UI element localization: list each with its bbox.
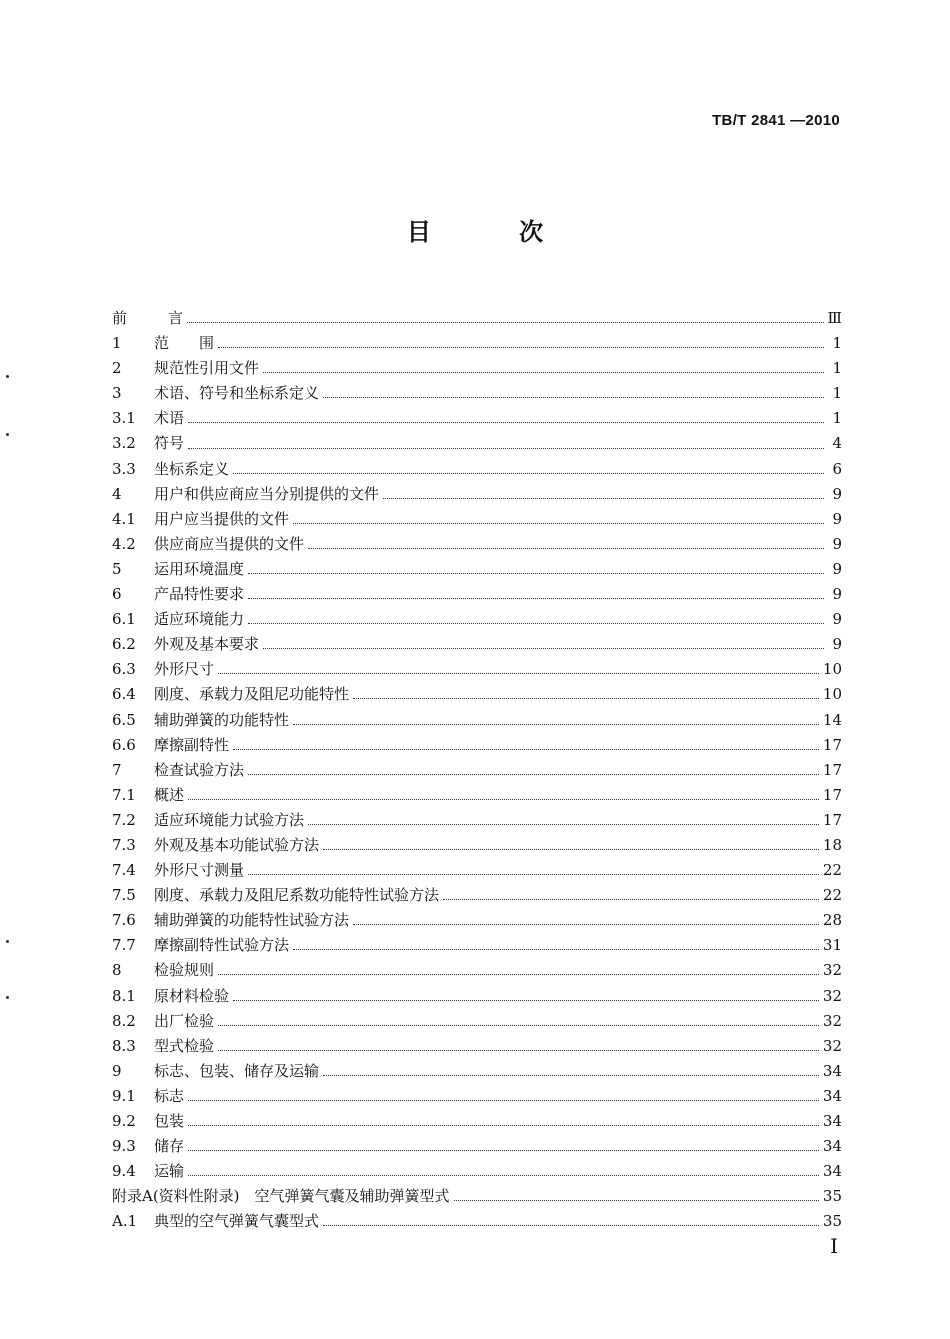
toc-entry-page: 17: [822, 760, 842, 779]
toc-entry-label: 用户和供应商应当分别提供的文件: [154, 484, 380, 503]
toc-entry[interactable]: [112, 1109, 842, 1134]
toc-entry-label: 辅助弹簧的功能特性试验方法: [154, 911, 350, 930]
scan-mark: [6, 433, 9, 436]
toc-entry-page: 9: [832, 635, 842, 654]
toc-entry-label: 运用环境温度: [154, 559, 245, 578]
toc-entry-number: 6.5: [112, 710, 136, 729]
toc-entry-label: 标志: [154, 1086, 185, 1105]
toc-leader-dots: [248, 774, 819, 775]
toc-entry-number: 3: [112, 384, 122, 403]
toc-entry[interactable]: [112, 708, 842, 733]
toc-entry[interactable]: [112, 858, 842, 883]
toc-entry[interactable]: [112, 632, 842, 657]
toc-entry-page: 32: [822, 961, 842, 980]
toc-entry-page: 34: [822, 1112, 842, 1130]
toc-entry-label: 符号: [154, 434, 185, 453]
toc-entry-page: 4: [832, 434, 842, 453]
toc-leader-dots: [188, 1175, 819, 1176]
toc-entry-page: 9: [832, 509, 842, 528]
toc-entry-number: 6.4: [112, 685, 136, 704]
toc-leader-dots: [443, 899, 819, 900]
toc-entry-page: 34: [822, 1061, 842, 1080]
toc-entry-page: 35: [822, 1212, 842, 1231]
toc-entry-label: 言: [168, 309, 184, 327]
toc-entry-number: 8.3: [112, 1036, 136, 1055]
toc-leader-dots: [263, 372, 824, 373]
toc-leader-dots: [233, 749, 819, 750]
toc-leader-dots: [218, 1025, 819, 1026]
toc-entry-label: 运输: [154, 1162, 185, 1181]
toc-entry-page: 14: [822, 710, 842, 729]
toc-leader-dots: [308, 548, 824, 549]
toc-leader-dots: [293, 523, 824, 524]
toc-entry-number: 6.1: [112, 610, 136, 629]
toc-entry-label: 供应商应当提供的文件: [154, 534, 305, 553]
toc-entry-page: 1: [832, 359, 842, 378]
toc-entry-label: 型式检验: [154, 1036, 215, 1055]
toc-entry[interactable]: [112, 758, 842, 783]
toc-leader-dots: [188, 1100, 819, 1101]
toc-entry-number: 1: [112, 334, 122, 353]
page-title: 目 次: [406, 217, 584, 246]
toc-entry-page: 32: [822, 1036, 842, 1055]
toc-leader-dots: [454, 1200, 819, 1201]
toc-entry-label: 摩擦副特性试验方法: [154, 936, 290, 955]
toc-leader-dots: [293, 724, 819, 725]
toc-entry[interactable]: [112, 1059, 842, 1084]
toc-leader-dots: [248, 874, 819, 875]
toc-entry[interactable]: [112, 933, 842, 958]
toc-entry-number: 9: [112, 1061, 122, 1080]
toc-entry-page: 9: [832, 559, 842, 578]
toc-entry-page: 9: [832, 610, 842, 629]
toc-entry-number: 4.1: [112, 509, 136, 528]
toc-entry-label: 出厂检验: [154, 1011, 215, 1030]
toc-entry-label: 概述: [154, 785, 185, 804]
toc-leader-dots: [293, 949, 819, 950]
toc-entry[interactable]: [112, 808, 842, 833]
toc-leader-dots: [248, 623, 824, 624]
toc-entry-page: 22: [822, 886, 842, 905]
toc-entry-page: 9: [832, 585, 842, 604]
toc-entry-label: 刚度、承载力及阻尼系数功能特性试验方法: [154, 886, 440, 905]
toc-entry-number: 9.3: [112, 1137, 136, 1156]
toc-entry[interactable]: [112, 1184, 842, 1209]
toc-entry[interactable]: [112, 381, 842, 406]
toc-entry-label: 外形尺寸测量: [154, 861, 245, 880]
toc-entry-label: 包装: [154, 1112, 185, 1130]
toc-leader-dots: [353, 924, 819, 925]
toc-entry[interactable]: [112, 507, 842, 532]
toc-leader-dots: [323, 1075, 819, 1076]
toc-entry[interactable]: [112, 783, 842, 808]
toc-leader-dots: [188, 448, 824, 449]
toc-entry-page: 1: [832, 384, 842, 403]
toc-entry-label: 摩擦副特性: [154, 735, 230, 754]
toc-entry-page: 34: [822, 1086, 842, 1105]
toc-entry-page: 35: [822, 1187, 842, 1206]
toc-leader-dots: [323, 397, 824, 398]
toc-leader-dots: [218, 1050, 819, 1051]
toc-entry-label: 附录A(资料性附录) 空气弹簧气囊及辅助弹簧型式: [112, 1187, 450, 1206]
toc-entry[interactable]: [112, 958, 842, 983]
scan-mark: [6, 996, 9, 999]
toc-entry-label: 检验规则: [154, 961, 215, 980]
toc-entry-label: 外形尺寸: [154, 660, 215, 679]
standard-number: TB/T 2841 —2010: [712, 112, 840, 129]
toc-entry-number: 前: [112, 309, 128, 327]
toc-entry-page: 17: [822, 810, 842, 829]
toc-entry-label: 适应环境能力: [154, 610, 245, 629]
toc-entry[interactable]: [112, 1209, 842, 1234]
toc-entry-page: 32: [822, 1011, 842, 1030]
toc-entry[interactable]: [112, 331, 842, 356]
toc-entry-number: 6.3: [112, 660, 136, 679]
toc-entry[interactable]: [112, 984, 842, 1009]
toc-entry-label: 储存: [154, 1137, 185, 1156]
toc-entry-number: 6.6: [112, 735, 136, 754]
toc-entry[interactable]: [112, 457, 842, 482]
toc-leader-dots: [188, 422, 824, 423]
toc-entry-number: 3.1: [112, 409, 136, 428]
toc-entry-label: 外观及基本要求: [154, 635, 260, 654]
toc-entry-page: 17: [822, 735, 842, 754]
toc-entry-number: 6.2: [112, 635, 136, 654]
toc-leader-dots: [383, 498, 824, 499]
toc-entry-label: 规范性引用文件: [154, 359, 260, 378]
toc-entry-number: 9.1: [112, 1086, 136, 1105]
toc-entry-page: 34: [822, 1162, 842, 1181]
toc-entry[interactable]: [112, 908, 842, 933]
toc-entry-label: 典型的空气弹簧气囊型式: [154, 1212, 320, 1231]
toc-entry-number: 7.7: [112, 936, 136, 955]
toc-entry-label: 辅助弹簧的功能特性: [154, 710, 290, 729]
toc-entry-page: 9: [832, 484, 842, 503]
toc-leader-dots: [188, 799, 819, 800]
toc-entry-page: 18: [822, 835, 842, 854]
toc-entry[interactable]: [112, 1159, 842, 1184]
toc-entry-page: 28: [822, 911, 842, 930]
scan-mark: [6, 375, 9, 378]
toc-entry-label: 检查试验方法: [154, 760, 245, 779]
toc-entry-label: 刚度、承载力及阻尼功能特性: [154, 685, 350, 704]
toc-entry[interactable]: [112, 657, 842, 682]
toc-entry-number: 3.2: [112, 434, 136, 453]
toc-leader-dots: [218, 347, 824, 348]
toc-leader-dots: [263, 648, 824, 649]
toc-entry-label: 术语: [154, 409, 185, 428]
toc-entry-label: 用户应当提供的文件: [154, 509, 290, 528]
toc-entry-page: 32: [822, 986, 842, 1005]
toc-entry-number: 7.4: [112, 861, 136, 880]
toc-entry-number: 4.2: [112, 534, 136, 553]
toc-entry-page: 17: [822, 785, 842, 804]
toc-entry[interactable]: [112, 1034, 842, 1059]
toc-entry[interactable]: [112, 1134, 842, 1159]
toc-entry-page: 1: [832, 409, 842, 428]
toc-leader-dots: [248, 573, 824, 574]
toc-entry-label: 术语、符号和坐标系定义: [154, 384, 320, 403]
toc-entry[interactable]: [112, 482, 842, 507]
toc-entry[interactable]: [112, 733, 842, 758]
toc-entry-label: 范 围: [154, 334, 215, 353]
toc-entry-label: 产品特性要求: [154, 585, 245, 604]
toc-entry-label: 外观及基本功能试验方法: [154, 835, 320, 854]
scan-mark: [6, 940, 9, 943]
toc-entry-page: 10: [822, 685, 842, 704]
toc-entry-page: 9: [832, 534, 842, 553]
toc-entry-number: 8: [112, 961, 122, 980]
toc-entry-label: 标志、包装、储存及运输: [154, 1061, 320, 1080]
toc-entry-page: 1: [832, 334, 842, 353]
toc-leader-dots: [188, 1125, 819, 1126]
toc-entry-number: 7.5: [112, 886, 136, 905]
toc-entry-page: 34: [822, 1137, 842, 1156]
toc-entry[interactable]: [112, 883, 842, 908]
toc-entry-label: 适应环境能力试验方法: [154, 810, 305, 829]
toc-entry-number: 8.1: [112, 986, 136, 1005]
toc-entry[interactable]: [112, 833, 842, 858]
toc-entry-number: 3.3: [112, 459, 136, 478]
toc-entry-number: 7: [112, 760, 122, 779]
toc-entry[interactable]: [112, 1084, 842, 1109]
toc-entry[interactable]: [112, 356, 842, 381]
toc-entry-number: 8.2: [112, 1011, 136, 1030]
toc-entry[interactable]: [112, 682, 842, 707]
toc-entry-label: 原材料检验: [154, 986, 230, 1005]
table-of-contents: [112, 306, 842, 1234]
toc-entry-number: 7.2: [112, 810, 136, 829]
toc-entry[interactable]: [112, 406, 842, 431]
toc-entry[interactable]: [112, 306, 842, 331]
toc-leader-dots: [233, 1000, 819, 1001]
toc-entry-number: 2: [112, 359, 122, 378]
toc-entry[interactable]: [112, 1009, 842, 1034]
toc-entry-number: 9.4: [112, 1162, 136, 1181]
toc-leader-dots: [353, 698, 819, 699]
toc-entry-number: 9.2: [112, 1112, 136, 1130]
toc-entry-number: 4: [112, 484, 122, 503]
toc-leader-dots: [323, 849, 819, 850]
toc-leader-dots: [248, 598, 824, 599]
toc-entry-page: 31: [822, 936, 842, 955]
toc-entry-number: 5: [112, 559, 122, 578]
toc-entry[interactable]: [112, 582, 842, 607]
toc-entry-page: 6: [832, 459, 842, 478]
toc-entry-number: 6: [112, 585, 122, 604]
toc-entry-page: 10: [822, 660, 842, 679]
toc-leader-dots: [218, 673, 819, 674]
toc-leader-dots: [233, 473, 824, 474]
toc-entry-number: A.1: [112, 1212, 138, 1231]
toc-entry-number: 7.3: [112, 835, 136, 854]
toc-entry[interactable]: [112, 607, 842, 632]
toc-leader-dots: [188, 1150, 819, 1151]
toc-leader-dots: [308, 824, 819, 825]
toc-entry[interactable]: [112, 557, 842, 582]
toc-entry-label: 坐标系定义: [154, 459, 230, 478]
toc-leader-dots: [218, 974, 819, 975]
toc-leader-dots: [323, 1225, 819, 1226]
toc-entry-page: Ⅲ: [827, 309, 842, 327]
toc-leader-dots: [187, 322, 824, 323]
toc-entry[interactable]: [112, 431, 842, 456]
toc-entry-number: 7.1: [112, 785, 136, 804]
toc-entry[interactable]: [112, 532, 842, 557]
page-number: I: [830, 1234, 838, 1258]
toc-entry-page: 22: [822, 861, 842, 880]
toc-entry-number: 7.6: [112, 911, 136, 930]
